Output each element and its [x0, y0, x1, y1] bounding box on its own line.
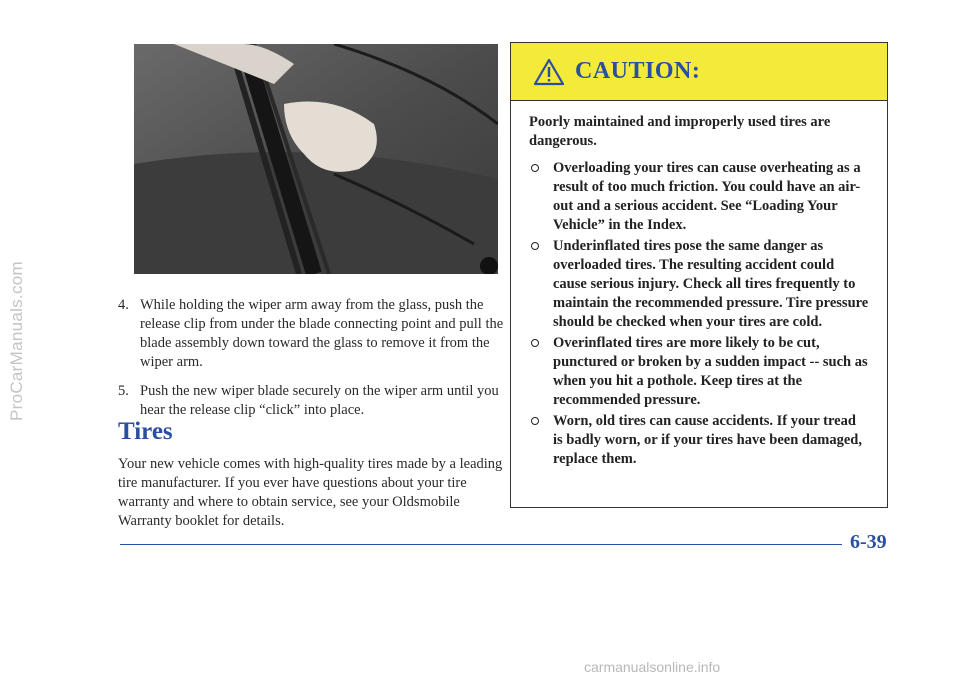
side-watermark — [2, 0, 32, 682]
wiper-blade-photo — [134, 44, 498, 274]
caution-bullet — [529, 334, 869, 410]
bottom-watermark: carmanualsonline.info — [584, 659, 721, 675]
step-text: Push the new wiper blade securely on the wiper arm until you hear the release clip “click” into place. — [140, 383, 499, 418]
caution-intro: Poorly maintained and improperly used tires are dangerous. — [529, 114, 831, 149]
bullet-icon — [531, 339, 539, 347]
caution-title: CAUTION: — [575, 58, 701, 84]
bullet-icon — [531, 242, 539, 250]
step-4 — [118, 296, 510, 372]
caution-bullet — [529, 159, 869, 235]
bullet-icon — [531, 164, 539, 172]
bullet-text: Worn, old tires can cause accidents. If your tread is badly worn, or if your tires have been damaged, replace them. — [553, 413, 862, 467]
caution-bullet — [529, 237, 869, 332]
section-heading-tires: Tires — [118, 418, 173, 445]
bullet-text: Overloading your tires can cause overheating as a result of too much friction. You could have an air-out and a serious accident. See “Loading Your Vehicle” in the Index. — [553, 160, 861, 233]
wiper-photo-illustration — [134, 44, 498, 274]
warning-triangle-icon — [533, 58, 565, 86]
bullet-icon — [531, 417, 539, 425]
tires-paragraph: Your new vehicle comes with high-quality tires made by a leading tire manufacturer. If you ever have questions about your tire warranty and where to obtain service, see your Oldsmobile Warranty booklet for details. — [118, 456, 503, 529]
bullet-text: Overinflated tires are more likely to be cut, punctured or broken by a sudden impact -- such as when you hit a pothole. Keep tires at the recommended pressure. — [553, 335, 868, 408]
caution-body — [511, 101, 887, 469]
step-text: While holding the wiper arm away from the glass, push the release clip from under the blade connecting point and pull the blade assembly down toward the glass to remove it from the wiper arm. — [140, 297, 504, 370]
step-number: 5. — [118, 383, 129, 399]
footer-rule — [120, 544, 842, 545]
bullet-text: Underinflated tires pose the same danger as overloaded tires. The resulting accident could cause serious injury. Check all tires frequently to maintain the recommended pressure. Tire pressure should be checked when your tires are cold. — [553, 238, 869, 330]
step-number: 4. — [118, 297, 129, 313]
page-number: 6-39 — [850, 531, 887, 553]
side-watermark-text: ProCarManuals.com — [7, 260, 26, 422]
wiper-steps — [118, 296, 510, 430]
step-5 — [118, 382, 510, 420]
caution-bullet — [529, 412, 869, 469]
caution-header — [511, 43, 887, 101]
caution-bullet-list — [529, 159, 869, 469]
caution-box — [510, 42, 888, 508]
